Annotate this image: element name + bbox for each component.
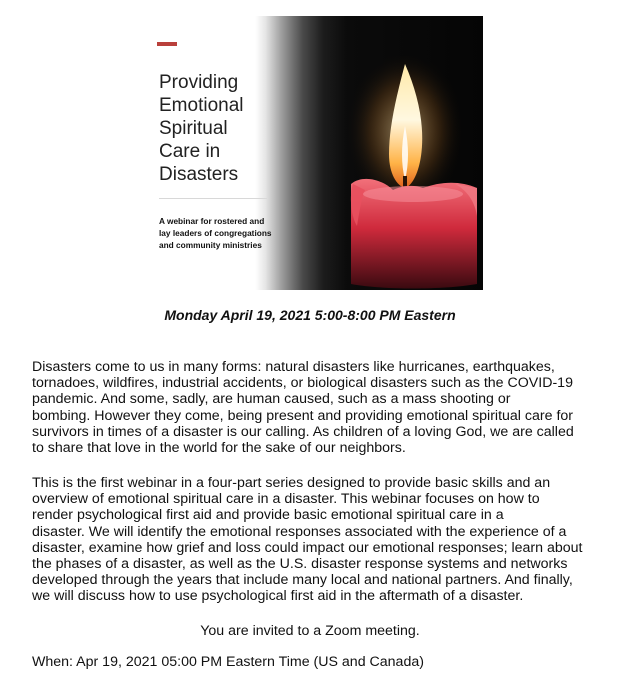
- event-date: Monday April 19, 2021 5:00-8:00 PM Eastern: [164, 307, 456, 323]
- flyer-title-line: Care in: [159, 141, 221, 162]
- flyer-subtitle: [159, 215, 279, 251]
- paragraph-line: disaster, examine how grief and loss could impact our emotional responses; learn about: [32, 539, 583, 556]
- flyer-title-line: Providing: [159, 72, 239, 93]
- paragraph-line: disaster. We will identify the emotional responses associated with the experience of a: [32, 523, 567, 540]
- flyer-subtitle-line: and community ministries: [159, 240, 262, 250]
- paragraph-line: survivors in times of a disaster is our calling. As children of a loving God, we are called: [32, 423, 574, 440]
- accent-bar: [157, 42, 177, 46]
- description-paragraph: [32, 359, 598, 456]
- flyer-title: [159, 71, 271, 186]
- paragraph-line: to share that love in the world for the sake of our neighbors.: [32, 440, 406, 457]
- flyer-subtitle-line: lay leaders of congregations: [159, 228, 272, 238]
- candle-flame-icon: [343, 56, 483, 290]
- series-paragraph: [32, 475, 598, 605]
- paragraph-line: This is the first webinar in a four-part series designed to provide basic skills and an: [32, 475, 551, 491]
- paragraph-line: overview of emotional spiritual care in a disaster. This webinar focuses on how to: [32, 491, 540, 508]
- paragraph-line: developed through the years that include many local and national partners. And finally,: [32, 572, 573, 589]
- paragraph-line: render psychological first aid and provide basic emotional spiritual care in a: [32, 507, 504, 524]
- flyer-title-line: Emotional: [159, 95, 244, 116]
- flyer-title-line: Disasters: [159, 164, 239, 185]
- paragraph-line: bombing. However they come, being present and providing emotional spiritual care for: [32, 407, 573, 424]
- flyer-divider: [159, 198, 267, 199]
- paragraph-line: pandemic. And some, sadly, are human caused, such as a mass shooting or: [32, 391, 511, 408]
- zoom-invite-text: You are invited to a Zoom meeting.: [200, 623, 420, 639]
- paragraph-line: Disasters come to us in many forms: natural disasters like hurricanes, earthquakes,: [32, 359, 555, 375]
- flyer-subtitle-line: A webinar for rostered and: [159, 216, 265, 226]
- paragraph-line: the phases of a disaster, as well as the U.S. disaster response systems and networks: [32, 556, 568, 573]
- paragraph-line: we will discuss how to use psychological first aid in the aftermath of a disaster.: [32, 588, 524, 605]
- meeting-time: When: Apr 19, 2021 05:00 PM Eastern Time (US and Canada): [32, 654, 424, 670]
- paragraph-line: tornadoes, wildfires, industrial accidents, or biological disasters such as the COVID-19: [32, 375, 573, 392]
- webinar-flyer-image: [143, 16, 483, 290]
- flyer-title-line: Spiritual: [159, 118, 228, 139]
